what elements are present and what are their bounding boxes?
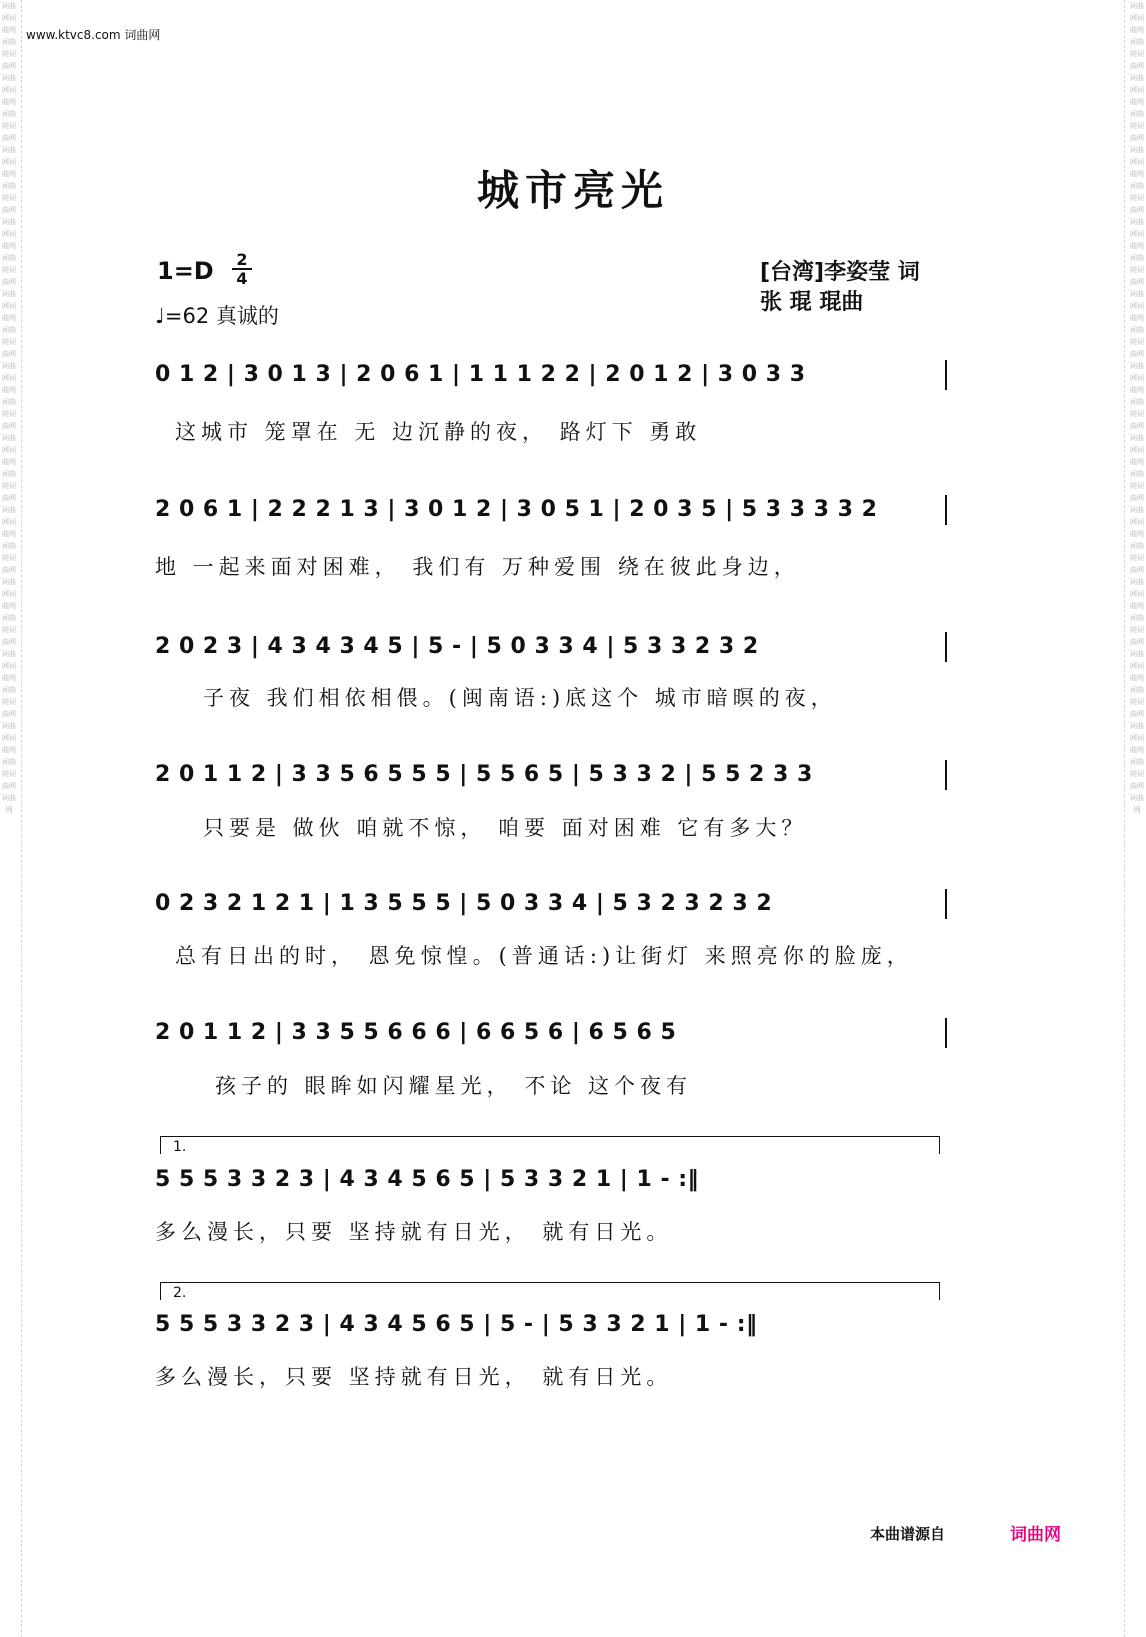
- composer-credit: 张 琨 琨曲: [760, 290, 864, 315]
- score-line-4: [155, 760, 947, 790]
- margin-line-left: [21, 0, 22, 1637]
- footer-brand-link[interactable]: 词曲网: [1010, 1525, 1061, 1545]
- lyrics-line-8: 多么漫长，只要 坚持就有日光， 就有日光。: [155, 1365, 673, 1389]
- credits: [760, 258, 920, 318]
- notation-text: 0 1 2 | 3 0 1 3 | 2 0 6 1 | 1 1 1 2 2 | 2 0 1 2 | 3 0 3 3: [155, 362, 806, 387]
- lyrics-line-2: 地 一起来面对困难， 我们有 万种爱围 绕在彼此身边，: [155, 555, 800, 579]
- notation-text: 0 2 3 2 1 2 1 | 1 3 5 5 5 | 5 0 3 3 4 | 5 3 2 3 2 3 2: [155, 891, 773, 916]
- volta-bracket-2: 2.: [160, 1282, 940, 1300]
- key-signature: 1=D: [157, 257, 214, 285]
- notation-text: 2 0 2 3 | 4 3 4 3 4 5 | 5 - | 5 0 3 3 4 | 5 3 3 2 3 2: [155, 634, 759, 659]
- volta-bracket-1: 1.: [160, 1136, 940, 1154]
- score-line-2: [155, 495, 947, 525]
- score-line-3: [155, 632, 947, 662]
- footer-source: 本曲谱源自: [870, 1525, 946, 1543]
- notation-text: 2 0 6 1 | 2 2 2 1 3 | 3 0 1 2 | 3 0 5 1 | 2 0 3 5 | 5 3 3 3 3 2: [155, 497, 878, 522]
- time-signature-numerator: 2: [236, 250, 248, 269]
- time-signature-denominator: 4: [236, 269, 248, 288]
- side-watermark-right: 词曲网词曲网词曲网词曲网词曲网词曲网词曲网词曲网词曲网词曲网词曲网词曲网词曲网词曲网词曲网词曲网词曲网词曲网词曲网词曲网词曲网词曲网词曲网词曲网词曲网词曲网词曲网词曲网词曲网词曲网词曲网词曲网词曲网词曲网词曲网词曲网词曲网词曲网词曲网词曲网词曲网词曲网词曲网词曲网词曲网: [1130, 2, 1144, 814]
- lyrics-line-4: 只要是 做伙 咱就不惊， 咱要 面对困难 它有多大？: [203, 816, 808, 840]
- site-url: www.ktvc8.com 词曲网: [26, 28, 161, 42]
- notation-text: 2 0 1 1 2 | 3 3 5 6 5 5 5 | 5 5 6 5 | 5 3 3 2 | 5 5 2 3 3: [155, 762, 813, 787]
- lyrics-line-5: 总有日出的时， 恩免惊惶。(普通话:)让街灯 来照亮你的脸庞，: [175, 944, 913, 968]
- score-line-8: [155, 1310, 945, 1340]
- score-line-5: [155, 889, 947, 919]
- lyrics-line-7: 多么漫长，只要 坚持就有日光， 就有日光。: [155, 1220, 673, 1244]
- margin-line-right: [1124, 0, 1125, 1637]
- tempo-marking: ♩=62 真诚的: [155, 304, 279, 328]
- side-watermark-left: 词曲网词曲网词曲网词曲网词曲网词曲网词曲网词曲网词曲网词曲网词曲网词曲网词曲网词曲网词曲网词曲网词曲网词曲网词曲网词曲网词曲网词曲网词曲网词曲网词曲网词曲网词曲网词曲网词曲网词曲网词曲网词曲网词曲网词曲网词曲网词曲网词曲网词曲网词曲网词曲网词曲网词曲网词曲网词曲网词曲网: [2, 2, 16, 814]
- lyrics-line-6: 孩子的 眼眸如闪耀星光， 不论 这个夜有: [215, 1074, 693, 1098]
- score-line-7: [155, 1165, 945, 1195]
- lyricist-credit: [台湾]李姿莹 词: [760, 260, 920, 285]
- lyrics-line-1: 这城市 笼罩在 无 边沉静的夜， 路灯下 勇敢: [175, 420, 702, 444]
- time-signature: [232, 252, 252, 286]
- score-line-1: [155, 360, 947, 390]
- song-title: 城市亮光: [476, 166, 669, 215]
- notation-text: 2 0 1 1 2 | 3 3 5 5 6 6 6 | 6 6 5 6 | 6 5 6 5: [155, 1020, 677, 1045]
- notation-text: 5 5 5 3 3 2 3 | 4 3 4 5 6 5 | 5 3 3 2 1 | 1 - :‖: [155, 1167, 700, 1192]
- notation-text: 5 5 5 3 3 2 3 | 4 3 4 5 6 5 | 5 - | 5 3 3 2 1 | 1 - :‖: [155, 1312, 758, 1337]
- lyrics-line-3: 子夜 我们相依相偎。(闽南语:)底这个 城市暗暝的夜，: [203, 686, 837, 710]
- score-line-6: [155, 1018, 947, 1048]
